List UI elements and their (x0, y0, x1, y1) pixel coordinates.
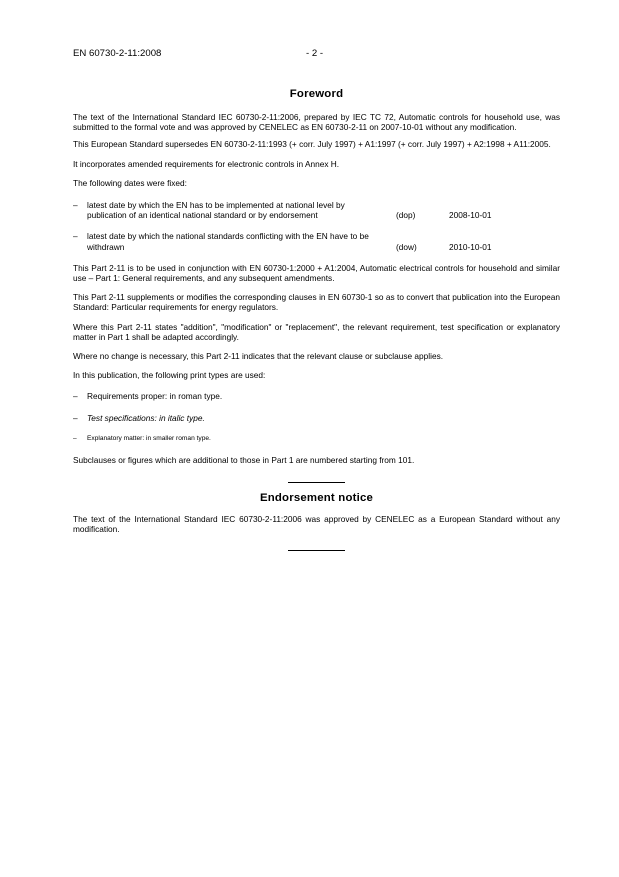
foreword-paragraph: The following dates were fixed: (73, 177, 187, 188)
print-type-text: Requirements proper: in roman type. (87, 391, 223, 402)
section-divider (288, 482, 345, 483)
foreword-paragraph: This Part 2-11 is to be used in conjunction with EN 60730-1:2000 + A1:2004, Automatic electrical controls for household and similar use – Part 1: General requirements, and any subsequent amendments. (73, 262, 560, 284)
foreword-paragraph: This European Standard supersedes EN 60730-2-11:1993 (+ corr. July 1997) + A1:1997 (+ corr. July 1997) + A2:1998 + A11:2005. (73, 139, 551, 150)
list-dash: – (73, 200, 78, 211)
print-type-text: Explanatory matter: in smaller roman type. (87, 434, 211, 442)
foreword-paragraph: In this publication, the following print types are used: (73, 370, 266, 381)
main-content (73, 88, 560, 551)
print-type-text: Test specifications: in italic type. (87, 412, 205, 423)
print-type-item (73, 391, 560, 401)
print-type-item (73, 413, 560, 423)
foreword-title: Foreword (289, 88, 344, 100)
list-dash: – (73, 434, 77, 442)
date-code: (dop) (396, 210, 416, 221)
date-description: latest date by which the EN has to be implemented at national level by publication of an identical national standard or by endorsement (87, 200, 345, 221)
date-description: latest date by which the national standards conflicting with the EN have to be withdrawn (87, 231, 369, 252)
foreword-paragraph: Subclauses or figures which are additional to those in Part 1 are numbered starting from 101. (73, 455, 415, 466)
list-dash: – (73, 391, 78, 402)
endorsement-paragraph: The text of the International Standard IEC 60730-2-11:2006 was approved by CENELEC as a European Standard without any modification. (73, 514, 560, 535)
date-value: 2008-10-01 (449, 210, 492, 221)
section-divider (288, 550, 345, 551)
date-value: 2010-10-01 (449, 241, 492, 252)
date-code: (dow) (396, 241, 417, 252)
foreword-paragraph: Where this Part 2-11 states "addition", "modification" or "replacement", the relevant requirement, test specification or explanatory matter in Part 1 shall be adapted accordingly. (73, 321, 560, 342)
foreword-paragraph: It incorporates amended requirements for electronic controls in Annex H. (73, 158, 340, 169)
foreword-paragraph: This Part 2-11 supplements or modifies the corresponding clauses in EN 60730-1 so as to convert that publication into the European Standard: Particular requirements for energy regulators. (73, 292, 560, 313)
print-type-item (73, 434, 560, 444)
document-id: EN 60730-2-11:2008 (73, 48, 162, 59)
date-item-dow (73, 231, 560, 251)
list-dash: – (73, 231, 78, 242)
page-number: - 2 - (306, 48, 324, 59)
foreword-paragraph: Where no change is necessary, this Part 2-11 indicates that the relevant clause or subclause applies. (73, 351, 444, 362)
list-dash: – (73, 412, 78, 423)
foreword-paragraph: The text of the International Standard IEC 60730-2-11:2006, prepared by IEC TC 72, Automatic controls for household use, was submitted to the formal vote and was approved by CENELEC as EN 60730-2-11 on 2007-10-01 without any modification. (73, 112, 560, 133)
endorsement-title: Endorsement notice (259, 492, 374, 505)
date-item-dop (73, 200, 560, 220)
